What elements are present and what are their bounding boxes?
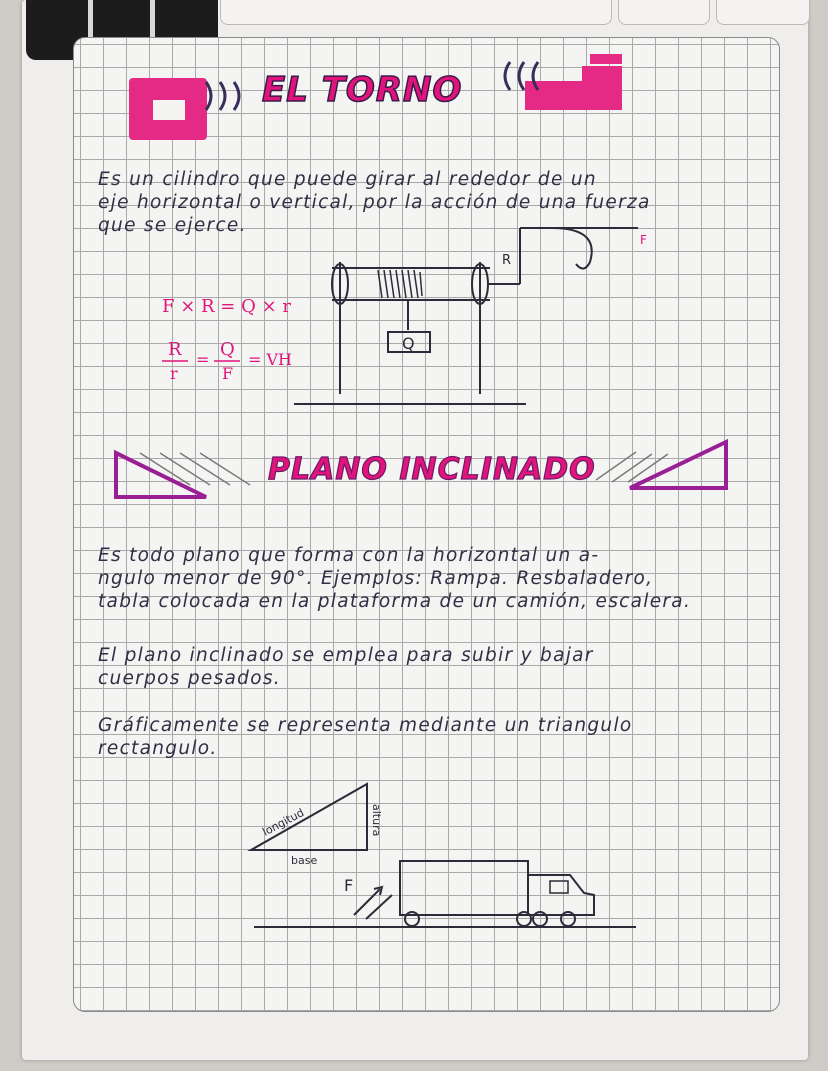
truck-diagram xyxy=(250,855,640,935)
formula-ratio xyxy=(158,335,308,385)
radius-label: R xyxy=(502,253,512,268)
section-title-plano-inclinado: PLANO INCLINADO xyxy=(268,452,596,487)
ratio-den-1: r xyxy=(170,364,178,383)
text-line: cuerpos pesados. xyxy=(98,668,281,689)
text-line: que se ejerce. xyxy=(98,215,247,236)
block-cutout xyxy=(153,100,185,120)
sound-waves-left xyxy=(200,76,262,116)
text-line: ngulo menor de 90°. Ejemplos: Rampa. Resbaladero, xyxy=(98,568,654,589)
force-label: F xyxy=(640,233,647,247)
tab-strip-left xyxy=(220,0,612,25)
tab-strip-middle xyxy=(618,0,710,25)
formula-torque: F × R = Q × r xyxy=(162,296,291,317)
plano-usage xyxy=(98,644,594,690)
section-title-torno: EL TORNO xyxy=(262,70,463,110)
ratio-equals: = xyxy=(196,350,210,369)
hypotenuse-label: longitud xyxy=(260,806,307,839)
sound-waves-right xyxy=(492,56,554,96)
text-line: eje horizontal o vertical, por la acción de una fuerza xyxy=(98,192,651,213)
base-label: base xyxy=(291,854,318,867)
torno-diagram xyxy=(290,222,647,412)
ratio-num-1: R xyxy=(168,339,182,360)
text-line: tabla colocada en la plataforma de un camión, escalera. xyxy=(98,591,692,612)
weight-label: Q xyxy=(402,334,415,353)
text-line: Es todo plano que forma con la horizontal un a- xyxy=(98,545,600,566)
pink-block-top xyxy=(590,54,622,64)
text-line: rectangulo. xyxy=(98,738,218,759)
text-line: Gráficamente se representa mediante un triangulo xyxy=(98,715,633,736)
truck-force-label: F xyxy=(344,876,354,895)
text-line: El plano inclinado se emplea para subir y bajar xyxy=(98,645,594,666)
ratio-result: = VH xyxy=(248,350,292,369)
height-label: altura xyxy=(370,804,383,837)
plano-definition xyxy=(98,544,691,613)
page-tabs xyxy=(220,0,808,26)
incline-left-decoration xyxy=(110,445,270,505)
ratio-den-2: F xyxy=(222,364,234,383)
tab-strip-right xyxy=(716,0,810,25)
incline-right-decoration xyxy=(590,436,735,496)
plano-representation xyxy=(98,714,633,760)
ratio-num-2: Q xyxy=(220,339,235,360)
text-line: Es un cilindro que puede girar al rededor de un xyxy=(98,169,597,190)
